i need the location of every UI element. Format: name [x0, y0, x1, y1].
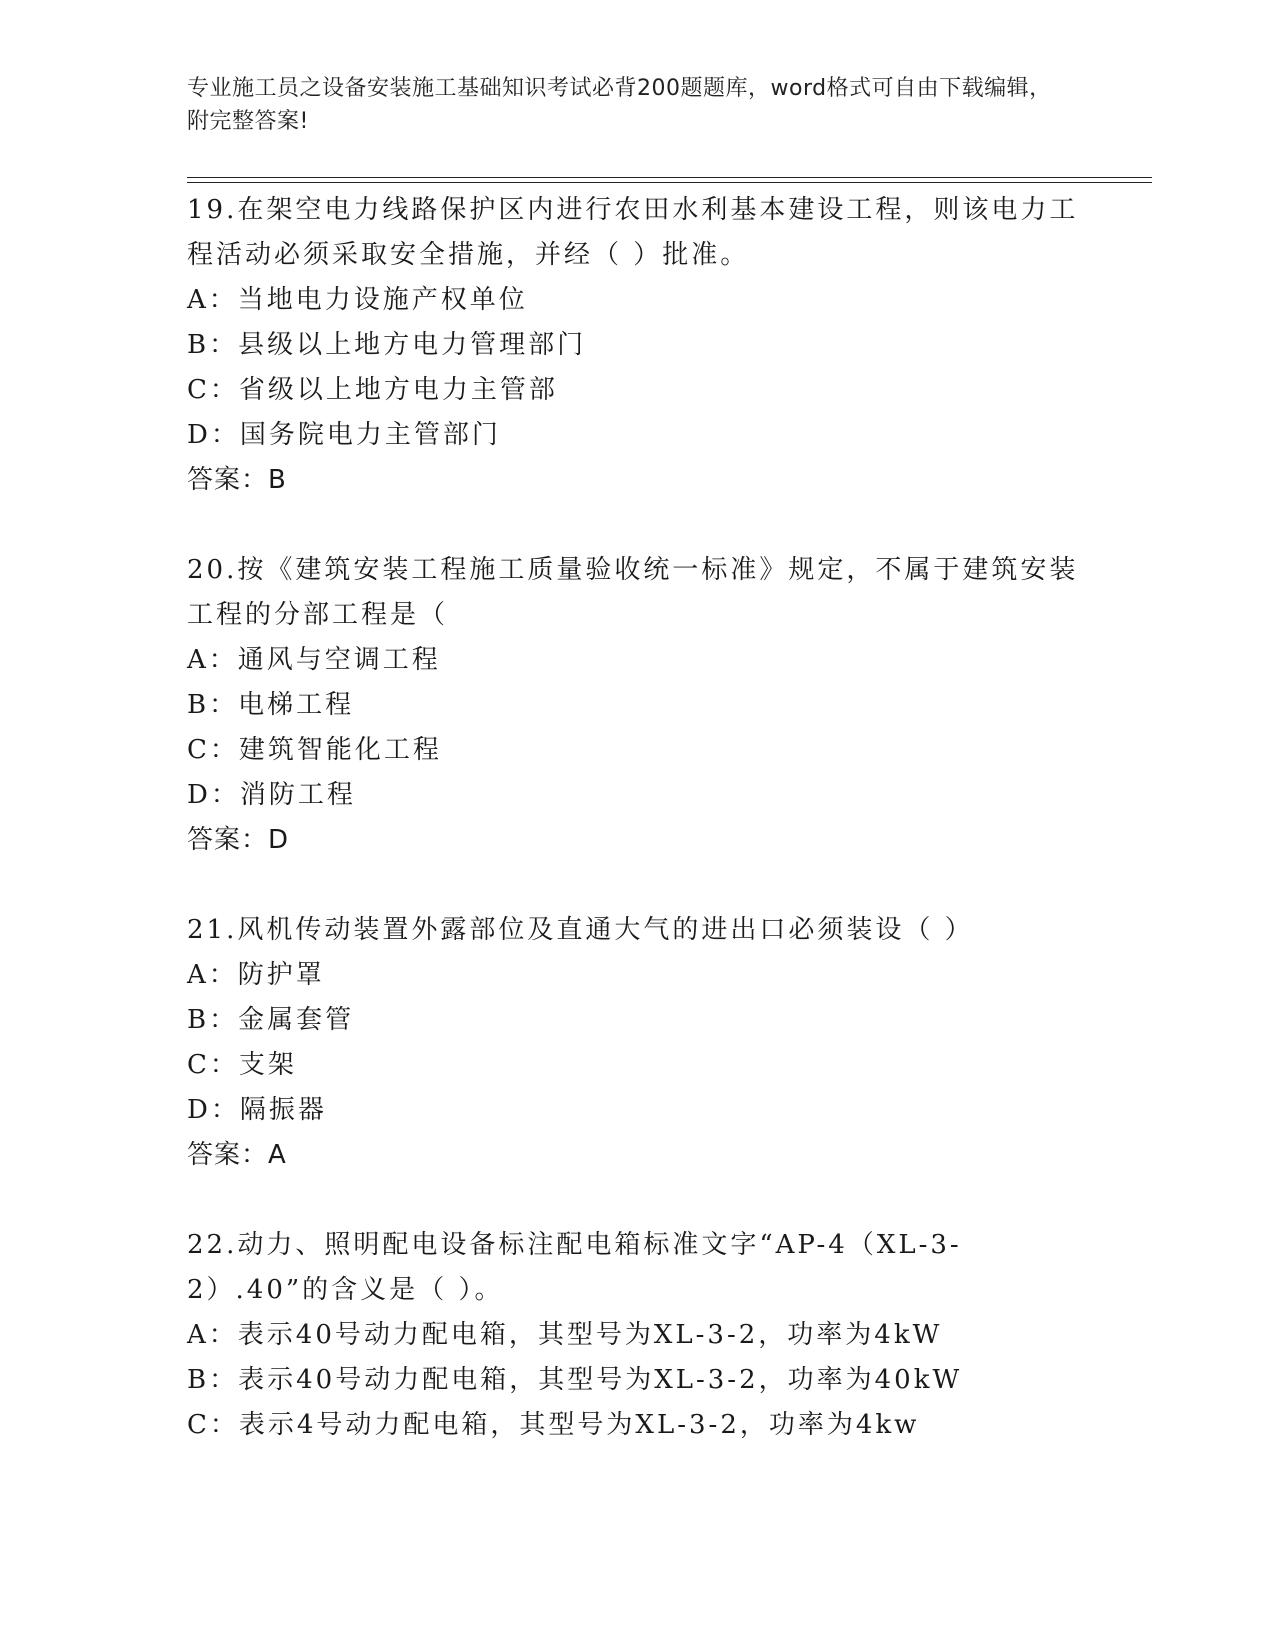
answer: 答案：D [187, 825, 290, 855]
option-a: A：当地电力设施产权单位 [187, 285, 528, 315]
question-20 [187, 548, 1087, 863]
question-stem: 20.按《建筑安装工程施工质量验收统一标准》规定，不属于建筑安装工程的分部工程是（ [187, 555, 1079, 630]
option-c: C：建筑智能化工程 [187, 735, 442, 765]
option-c: C：支架 [187, 1050, 297, 1080]
option-b: B：金属套管 [187, 1005, 355, 1035]
question-stem: 22.动力、照明配电设备标注配电箱标准文字“AP-4（XL-3-2）.40”的含义是（ ）。 [187, 1230, 962, 1305]
question-21 [187, 908, 1087, 1178]
document-header: 专业施工员之设备安装施工基础知识考试必背200题题库，word格式可自由下载编辑，附完整答案! [187, 76, 1052, 134]
option-b: B：电梯工程 [187, 690, 355, 720]
question-22 [187, 1223, 1087, 1448]
question-19 [187, 188, 1087, 503]
option-c: C：表示4号动力配电箱，其型号为XL-3-2，功率为4kw [187, 1410, 920, 1440]
header-divider-bottom [187, 182, 1152, 183]
option-a: A：防护罩 [187, 960, 325, 990]
option-a: A：通风与空调工程 [187, 645, 441, 675]
header-divider-top [187, 177, 1152, 178]
option-b: B：县级以上地方电力管理部门 [187, 330, 587, 360]
question-stem: 21.风机传动装置外露部位及直通大气的进出口必须装设（ ） [187, 915, 974, 945]
option-a: A：表示40号动力配电箱，其型号为XL-3-2，功率为4kW [187, 1320, 943, 1350]
option-d: D：消防工程 [187, 780, 356, 810]
option-b: B：表示40号动力配电箱，其型号为XL-3-2，功率为40kW [187, 1365, 963, 1395]
option-d: D：隔振器 [187, 1095, 327, 1125]
answer: 答案：A [187, 1140, 287, 1170]
option-c: C：省级以上地方电力主管部 [187, 375, 558, 405]
answer: 答案：B [187, 465, 287, 495]
question-stem: 19.在架空电力线路保护区内进行农田水利基本建设工程，则该电力工程活动必须采取安全措施，并经（ ）批准。 [187, 195, 1079, 270]
option-d: D：国务院电力主管部门 [187, 420, 501, 450]
